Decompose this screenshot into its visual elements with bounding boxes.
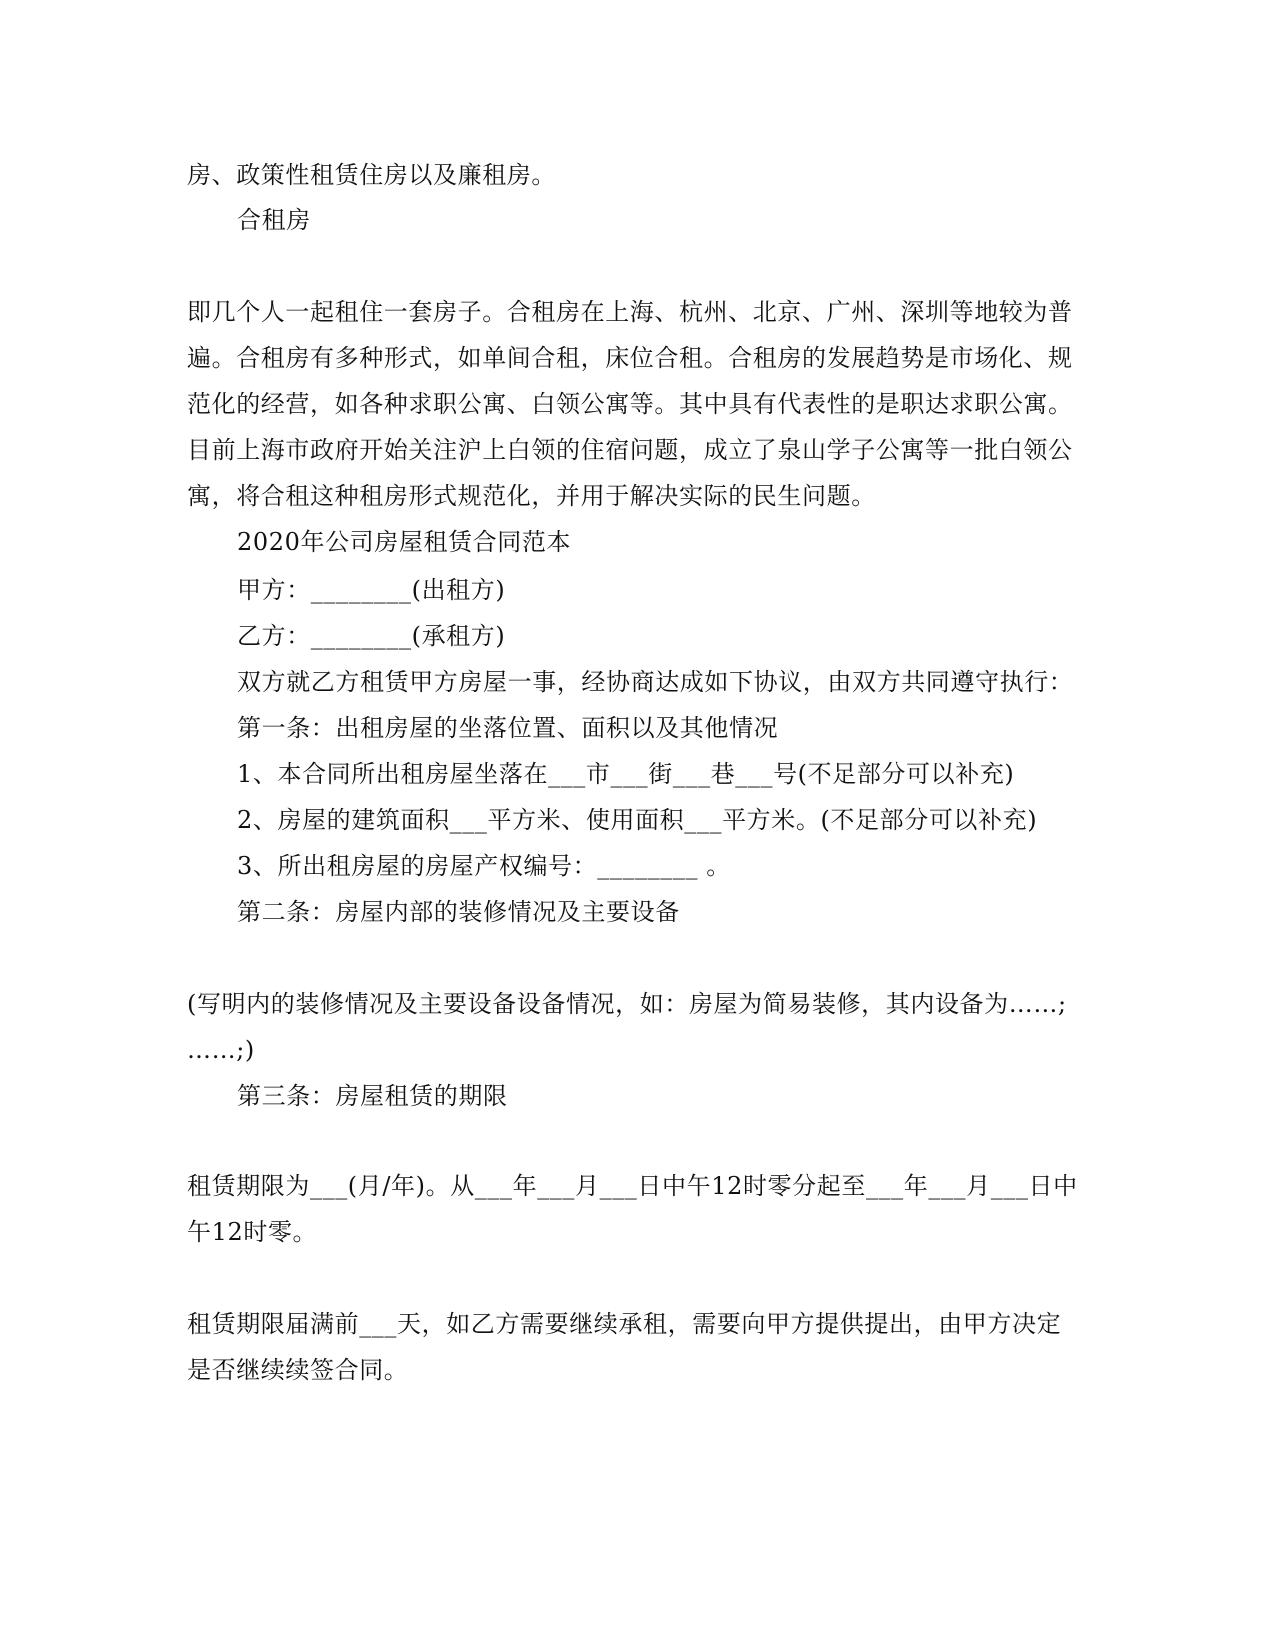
paragraph-line: 遍。合租房有多种形式，如单间合租，床位合租。合租房的发展趋势是市场化、规 [187, 344, 1073, 372]
paragraph-line: 目前上海市政府开始关注沪上白领的住宿问题，成立了泉山学子公寓等一批白领公 [187, 436, 1073, 464]
paragraph-line: ……;) [187, 1036, 255, 1064]
clause-line: 2、房屋的建筑面积___平方米、使用面积___平方米。(不足部分可以补充) [237, 806, 1038, 834]
paragraph-line: 租赁期限届满前___天，如乙方需要继续承租，需要向甲方提供提出，由甲方决定 [187, 1310, 1062, 1338]
section-heading: 合租房 [237, 206, 311, 234]
paragraph-line: 即几个人一起租住一套房子。合租房在上海、杭州、北京、广州、深圳等地较为普 [187, 298, 1073, 326]
paragraph-line: 房、政策性租赁住房以及廉租房。 [187, 161, 556, 189]
paragraph-line: 范化的经营，如各种求职公寓、白领公寓等。其中具有代表性的是职达求职公寓。 [187, 390, 1073, 418]
clause-line: 1、本合同所出租房屋坐落在___市___街___巷___号(不足部分可以补充) [237, 760, 1015, 788]
article-heading: 第二条：房屋内部的装修情况及主要设备 [237, 898, 680, 926]
article-heading: 第一条：出租房屋的坐落位置、面积以及其他情况 [237, 714, 779, 742]
party-a-line: 甲方：________(出租方) [237, 576, 506, 604]
document-title: 2020年公司房屋租赁合同范本 [237, 528, 572, 556]
party-b-line: 乙方：________(承租方) [237, 622, 506, 650]
clause-line: 3、所出租房屋的房屋产权编号：________ 。 [237, 852, 731, 880]
paragraph-line: 寓，将合租这种租房形式规范化，并用于解决实际的民生问题。 [187, 482, 876, 510]
agreement-intro: 双方就乙方租赁甲方房屋一事，经协商达成如下协议，由双方共同遵守执行： [237, 668, 1074, 696]
paragraph-line: 租赁期限为___(月/年)。从___年___月___日中午12时零分起至___年___月___日中 [187, 1172, 1078, 1200]
paragraph-line: (写明内的装修情况及主要设备设备情况，如：房屋为简易装修，其内设备为……; [187, 990, 1067, 1018]
article-heading: 第三条：房屋租赁的期限 [237, 1082, 508, 1110]
paragraph-line: 午12时零。 [187, 1218, 318, 1246]
paragraph-line: 是否继续续签合同。 [187, 1356, 409, 1384]
